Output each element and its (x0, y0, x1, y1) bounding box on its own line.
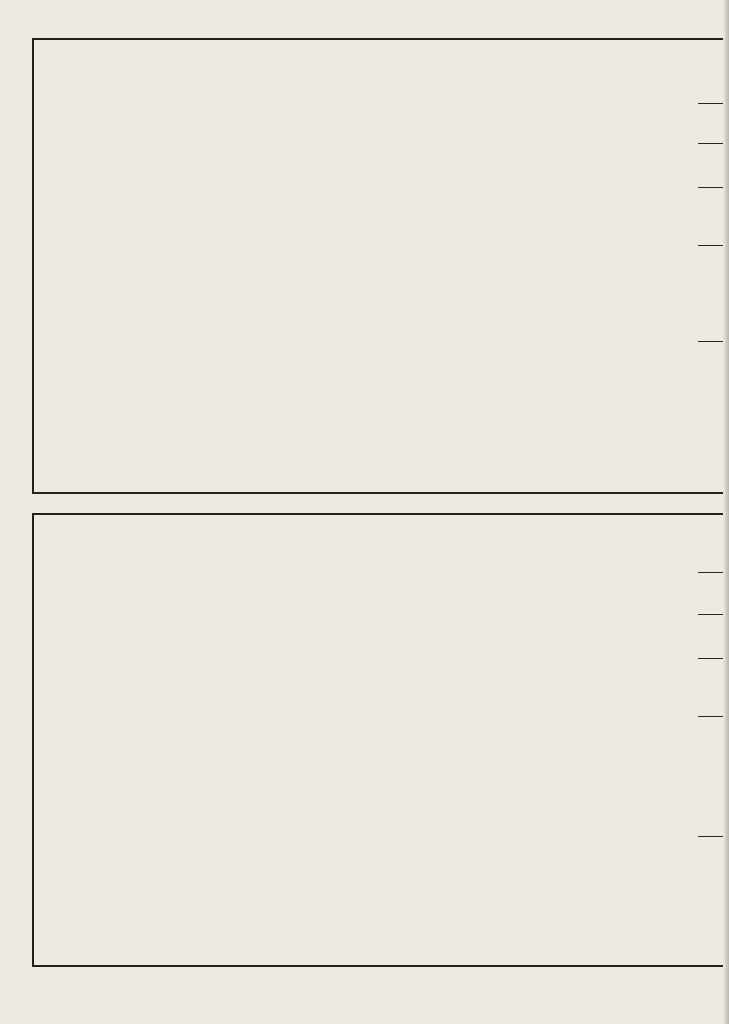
roster-table-top (32, 38, 729, 494)
roster-table-bottom (32, 513, 729, 967)
page-edge-shadow (723, 0, 729, 1024)
